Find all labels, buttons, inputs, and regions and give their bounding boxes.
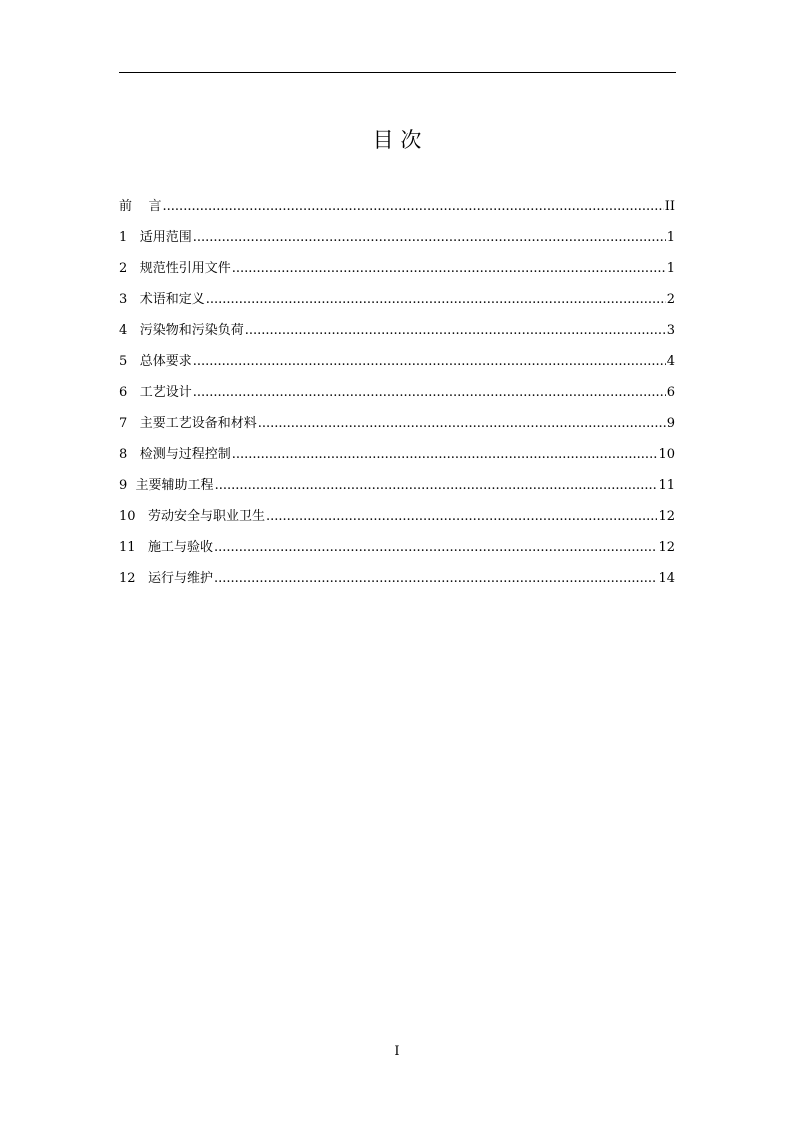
toc-dot-leader: [215, 475, 658, 497]
toc-entry-page: 6: [666, 385, 675, 400]
toc-entry-page: 12: [658, 540, 675, 555]
toc-entry-label: 规范性引用文件: [139, 261, 231, 276]
toc-dot-leader: [266, 506, 657, 528]
toc-entry-page: 10: [658, 447, 675, 462]
toc-entry-page: II: [664, 199, 675, 214]
toc-entry-number: 7: [119, 416, 128, 431]
toc-entry-number: 10: [119, 509, 136, 524]
toc-dot-leader: [193, 227, 666, 249]
toc-entry-page: 9: [666, 416, 675, 431]
page-number: I: [394, 1044, 400, 1059]
toc-entry[interactable]: [119, 382, 675, 413]
toc-entry-number: 5: [119, 354, 128, 369]
toc-entry-page: 14: [658, 571, 675, 586]
toc-entry[interactable]: [119, 506, 675, 537]
toc-entry-page: 12: [658, 509, 675, 524]
toc-dot-leader: [163, 196, 664, 218]
toc-entry[interactable]: [119, 351, 675, 382]
toc-entry-label: 主要辅助工程: [135, 478, 214, 493]
toc-entry-number: 8: [119, 447, 128, 462]
toc-entry-number: 12: [119, 571, 136, 586]
toc-entry[interactable]: [119, 227, 675, 258]
toc-dot-leader: [232, 444, 658, 466]
toc-dot-leader: [193, 351, 666, 373]
toc-entry-label: 检测与过程控制: [139, 447, 231, 462]
toc-dot-leader: [206, 289, 666, 311]
toc-entry[interactable]: [119, 568, 675, 599]
table-of-contents: [119, 196, 675, 599]
toc-entry-number: 6: [119, 385, 128, 400]
toc-dot-leader: [232, 258, 666, 280]
toc-dot-leader: [245, 320, 666, 342]
toc-entry[interactable]: [119, 475, 675, 506]
toc-entry-number: 1: [119, 230, 128, 245]
toc-entry-label: 劳动安全与职业卫生: [147, 509, 265, 524]
toc-entry[interactable]: [119, 413, 675, 444]
toc-entry[interactable]: [119, 444, 675, 475]
toc-entry-number: 11: [119, 540, 136, 555]
toc-entry-page: 2: [666, 292, 675, 307]
toc-entry-label: 施工与验收: [147, 540, 213, 555]
toc-entry-label: 运行与维护: [147, 571, 213, 586]
toc-entry-page: 11: [658, 478, 675, 493]
toc-entry-number: 2: [119, 261, 128, 276]
toc-entry-page: 1: [666, 261, 675, 276]
toc-dot-leader: [258, 413, 666, 435]
toc-entry-label: 工艺设计: [139, 385, 192, 400]
toc-entry[interactable]: [119, 258, 675, 289]
toc-entry-label: 主要工艺设备和材料: [139, 416, 257, 431]
toc-entry[interactable]: [119, 537, 675, 568]
page-title: 目 次: [372, 128, 422, 152]
toc-entry-label: 污染物和污染负荷: [139, 323, 244, 338]
toc-entry-page: 4: [666, 354, 675, 369]
toc-entry-page: 3: [666, 323, 675, 338]
toc-entry-page: 1: [666, 230, 675, 245]
toc-dot-leader: [214, 568, 657, 590]
toc-entry-label: 适用范围: [139, 230, 192, 245]
toc-entry-number: 3: [119, 292, 128, 307]
toc-entry[interactable]: [119, 320, 675, 351]
toc-entry-number: 4: [119, 323, 128, 338]
toc-dot-leader: [214, 537, 657, 559]
toc-entry[interactable]: [119, 196, 675, 227]
toc-entry-label: 总体要求: [139, 354, 192, 369]
toc-entry-label: 术语和定义: [139, 292, 205, 307]
toc-entry[interactable]: [119, 289, 675, 320]
toc-entry-label: 前 言: [119, 199, 162, 214]
header-rule: [119, 72, 676, 73]
toc-dot-leader: [193, 382, 666, 404]
toc-entry-number: 9: [119, 478, 128, 493]
